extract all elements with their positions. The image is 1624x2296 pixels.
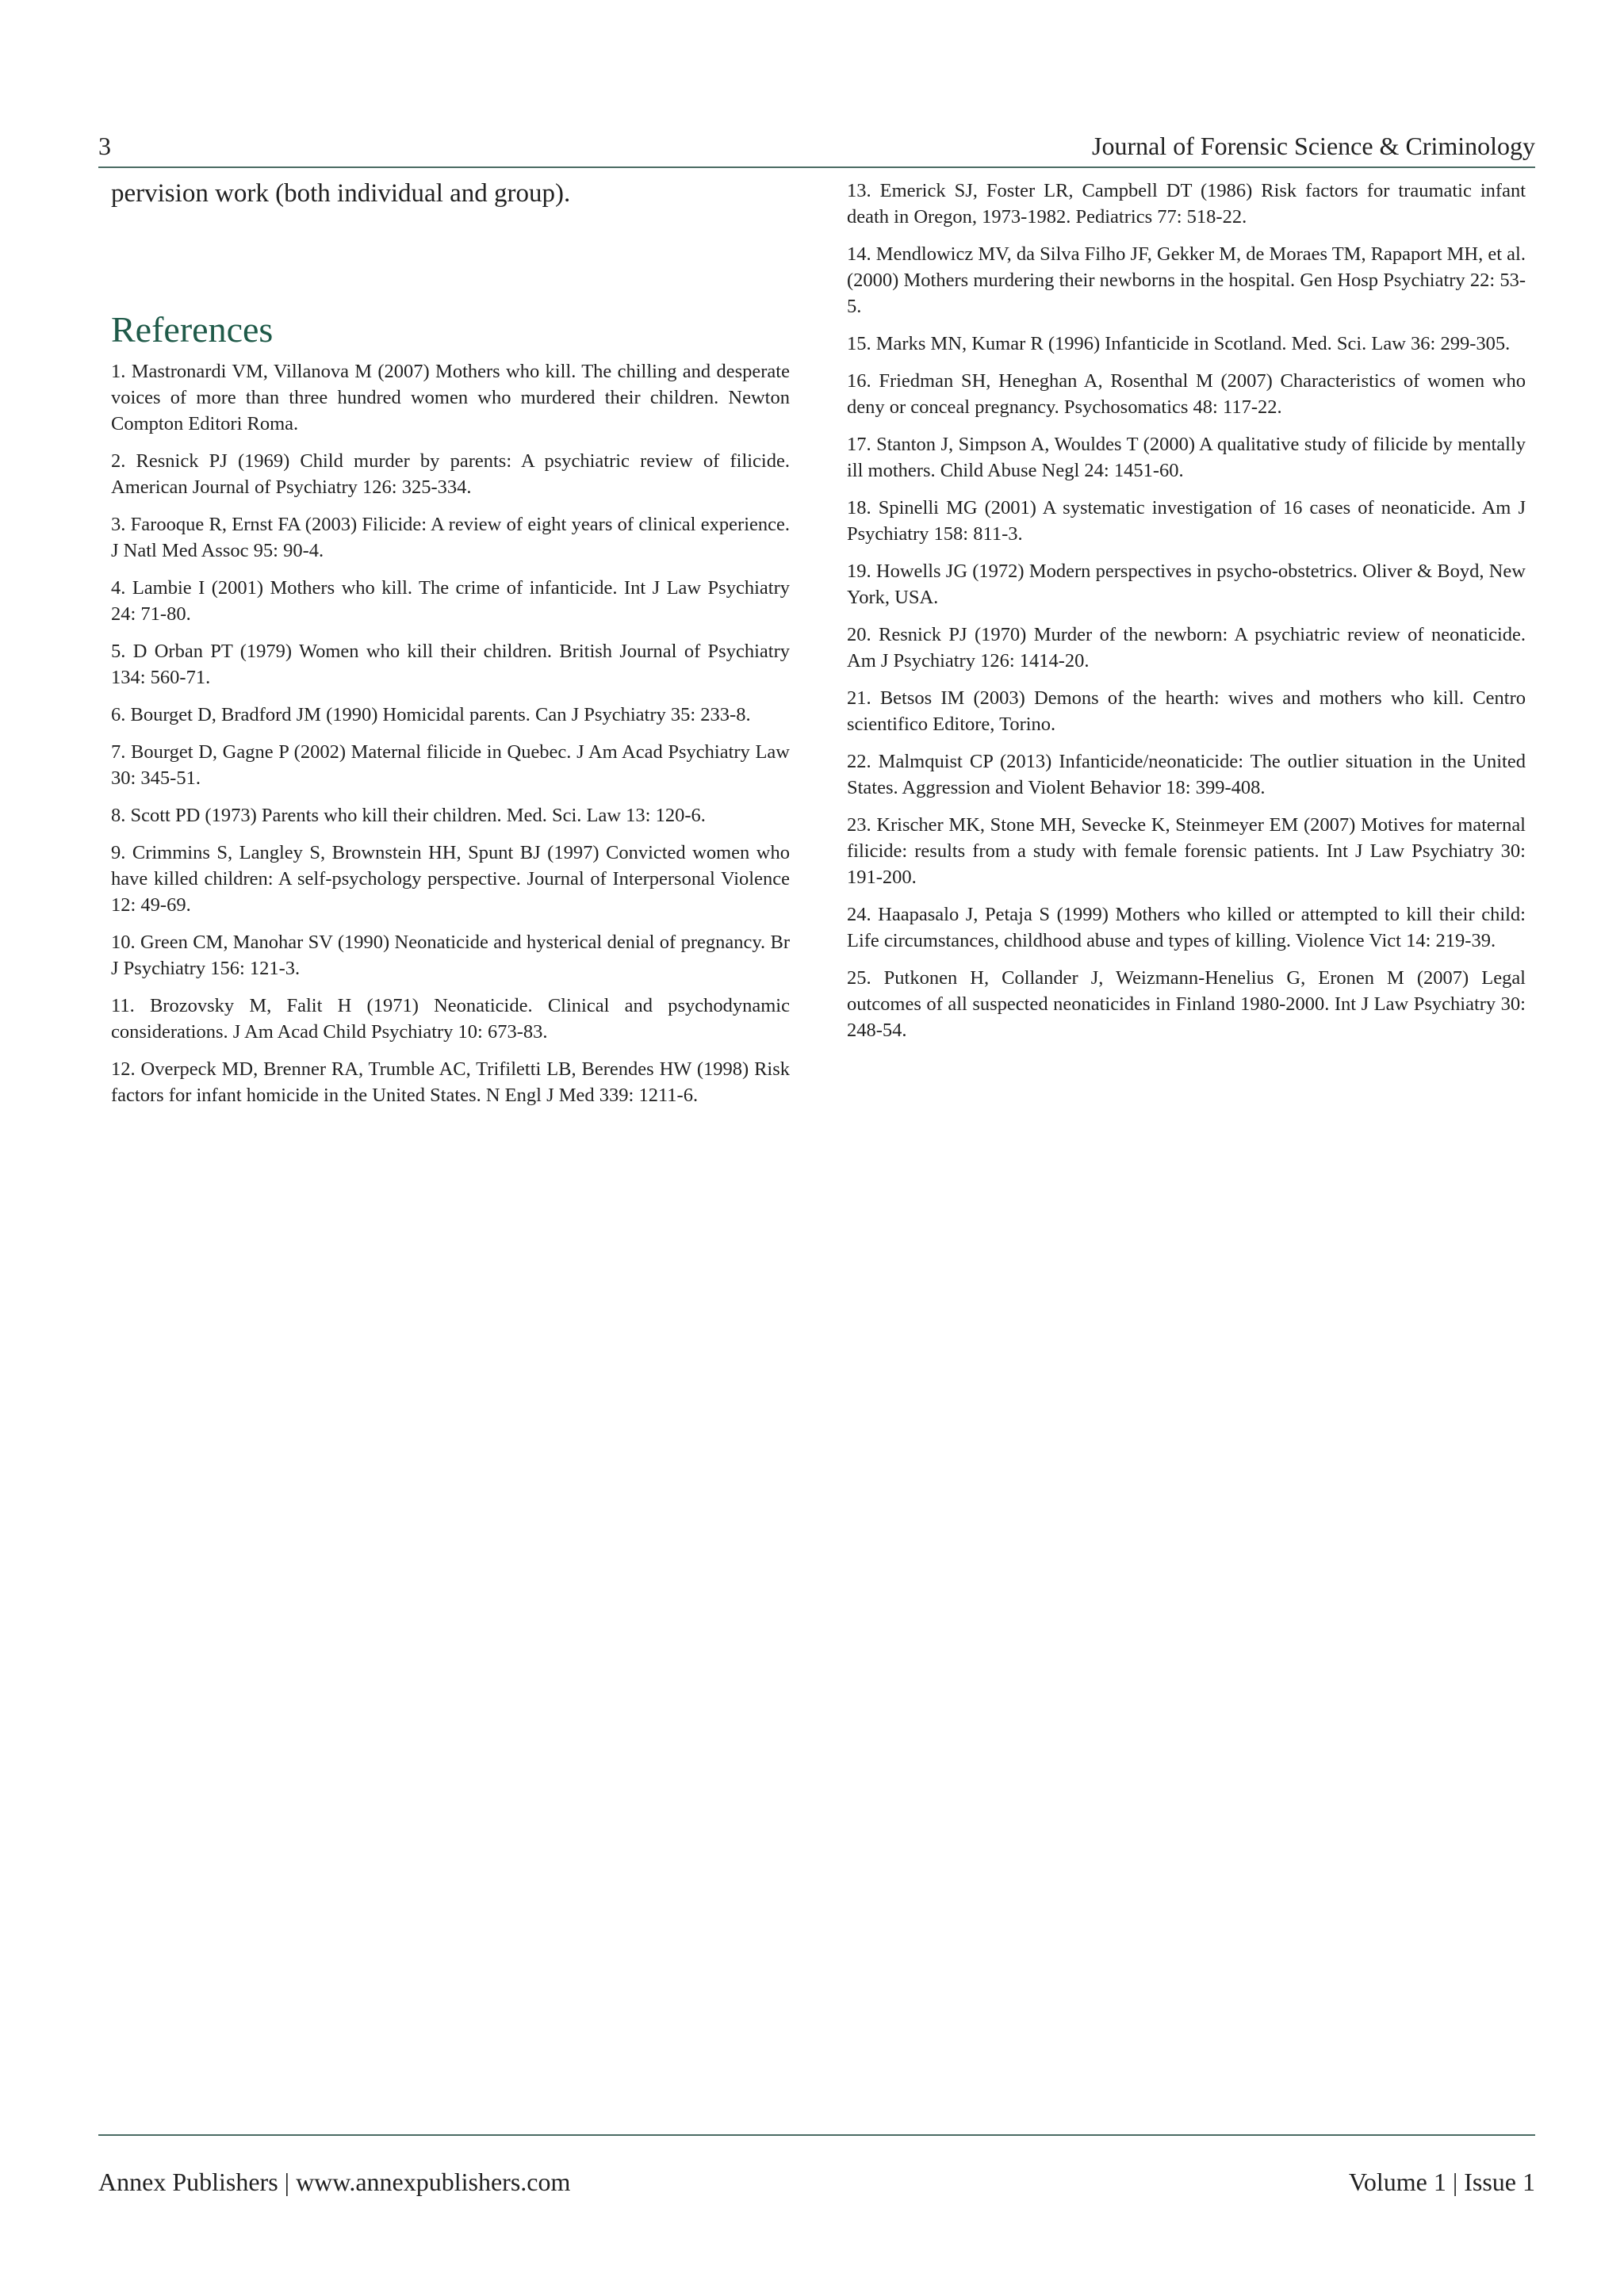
reference-item: 18. Spinelli MG (2001) A systematic investigation of 16 cases of neonaticide. Am J Psychiatry 158: 811-3. [847, 497, 1526, 545]
reference-item: 25. Putkonen H, Collander J, Weizmann-Henelius G, Eronen M (2007) Legal outcomes of all suspected neonaticides in Finland 1980-2000. Int J Law Psychiatry 30: 248-54. [847, 967, 1526, 1041]
reference-item: 8. Scott PD (1973) Parents who kill their children. Med. Sci. Law 13: 120-6. [111, 805, 706, 826]
reference-item: 11. Brozovsky M, Falit H (1971) Neonaticide. Clinical and psychodynamic considerations. J Am Acad Child Psychiatry 10: 673-83. [111, 995, 790, 1043]
reference-item: 6. Bourget D, Bradford JM (1990) Homicidal parents. Can J Psychiatry 35: 233-8. [111, 704, 751, 725]
reference-item: 4. Lambie I (2001) Mothers who kill. The crime of infanticide. Int J Law Psychiatry 24: 71-80. [111, 577, 790, 625]
reference-item: 10. Green CM, Manohar SV (1990) Neonaticide and hysterical denial of pregnancy. Br J Psychiatry 156: 121-3. [111, 932, 790, 979]
reference-list-right [847, 178, 1526, 1043]
reference-item: 12. Overpeck MD, Brenner RA, Trumble AC, Trifiletti LB, Berendes HW (1998) Risk factors for infant homicide in the United States. N Engl J Med 339: 1211-6. [111, 1058, 790, 1106]
references-heading: References [111, 309, 274, 350]
volume-issue: Volume 1 | Issue 1 [1348, 2168, 1535, 2196]
reference-item: 15. Marks MN, Kumar R (1996) Infanticide in Scotland. Med. Sci. Law 36: 299-305. [847, 333, 1511, 354]
left-column [111, 178, 790, 1119]
reference-item: 16. Friedman SH, Heneghan A, Rosenthal M (2007) Characteristics of women who deny or conceal pregnancy. Psychosomatics 48: 117-22. [847, 370, 1526, 418]
reference-list-left [111, 358, 790, 1108]
page-footer [98, 2134, 1535, 2196]
reference-item: 5. D Orban PT (1979) Women who kill their children. British Journal of Psychiatry 134: 560-71. [111, 641, 790, 688]
reference-item: 14. Mendlowicz MV, da Silva Filho JF, Gekker M, de Moraes TM, Rapaport MH, et al. (2000) Mothers murdering their newborns in the hospital. Gen Hosp Psychiatry 22: 53-5. [847, 243, 1526, 317]
reference-item: 3. Farooque R, Ernst FA (2003) Filicide: A review of eight years of clinical experience. J Natl Med Assoc 95: 90-4. [111, 514, 790, 561]
publisher-info: Annex Publishers | www.annexpublishers.com [98, 2168, 571, 2196]
reference-item: 17. Stanton J, Simpson A, Wouldes T (2000) A qualitative study of filicide by mentally ill mothers. Child Abuse Negl 24: 1451-60. [847, 434, 1526, 481]
reference-item: 21. Betsos IM (2003) Demons of the hearth: wives and mothers who kill. Centro scientifico Editore, Torino. [847, 687, 1526, 735]
reference-item: 20. Resnick PJ (1970) Murder of the newborn: A psychiatric review of neonaticide. Am J Psychiatry 126: 1414-20. [847, 624, 1526, 672]
reference-item: 22. Malmquist CP (2013) Infanticide/neonaticide: The outlier situation in the United States. Aggression and Violent Behavior 18: 399-408. [847, 751, 1526, 798]
reference-item: 24. Haapasalo J, Petaja S (1999) Mothers who killed or attempted to kill their child: Life circumstances, childhood abuse and types of killing. Violence Vict 14: 219-39. [847, 904, 1526, 951]
page-header [98, 127, 1535, 168]
reference-item: 19. Howells JG (1972) Modern perspectives in psycho-obstetrics. Oliver & Boyd, New York, USA. [847, 561, 1526, 608]
right-column [847, 178, 1526, 1054]
reference-item: 13. Emerick SJ, Foster LR, Campbell DT (1986) Risk factors for traumatic infant death in Oregon, 1973-1982. Pediatrics 77: 518-22. [847, 180, 1526, 228]
continuation-text: pervision work (both individual and group). [111, 179, 571, 208]
reference-item: 23. Krischer MK, Stone MH, Sevecke K, Steinmeyer EM (2007) Motives for maternal filicide: results from a study with female forensic patients. Int J Law Psychiatry 30: 191-200. [847, 814, 1526, 888]
reference-item: 9. Crimmins S, Langley S, Brownstein HH, Spunt BJ (1997) Convicted women who have killed children: A self-psychology perspective. Journal of Interpersonal Violence 12: 49-69. [111, 842, 790, 916]
reference-item: 7. Bourget D, Gagne P (2002) Maternal filicide in Quebec. J Am Acad Psychiatry Law 30: 345-51. [111, 741, 790, 789]
reference-item: 1. Mastronardi VM, Villanova M (2007) Mothers who kill. The chilling and desperate voices of more than three hundred women who murdered their children. Newton Compton Editori Roma. [111, 361, 790, 434]
page-number: 3 [98, 132, 111, 160]
journal-title: Journal of Forensic Science & Criminology [1091, 132, 1535, 160]
reference-item: 2. Resnick PJ (1969) Child murder by parents: A psychiatric review of filicide. American Journal of Psychiatry 126: 325-334. [111, 450, 790, 498]
